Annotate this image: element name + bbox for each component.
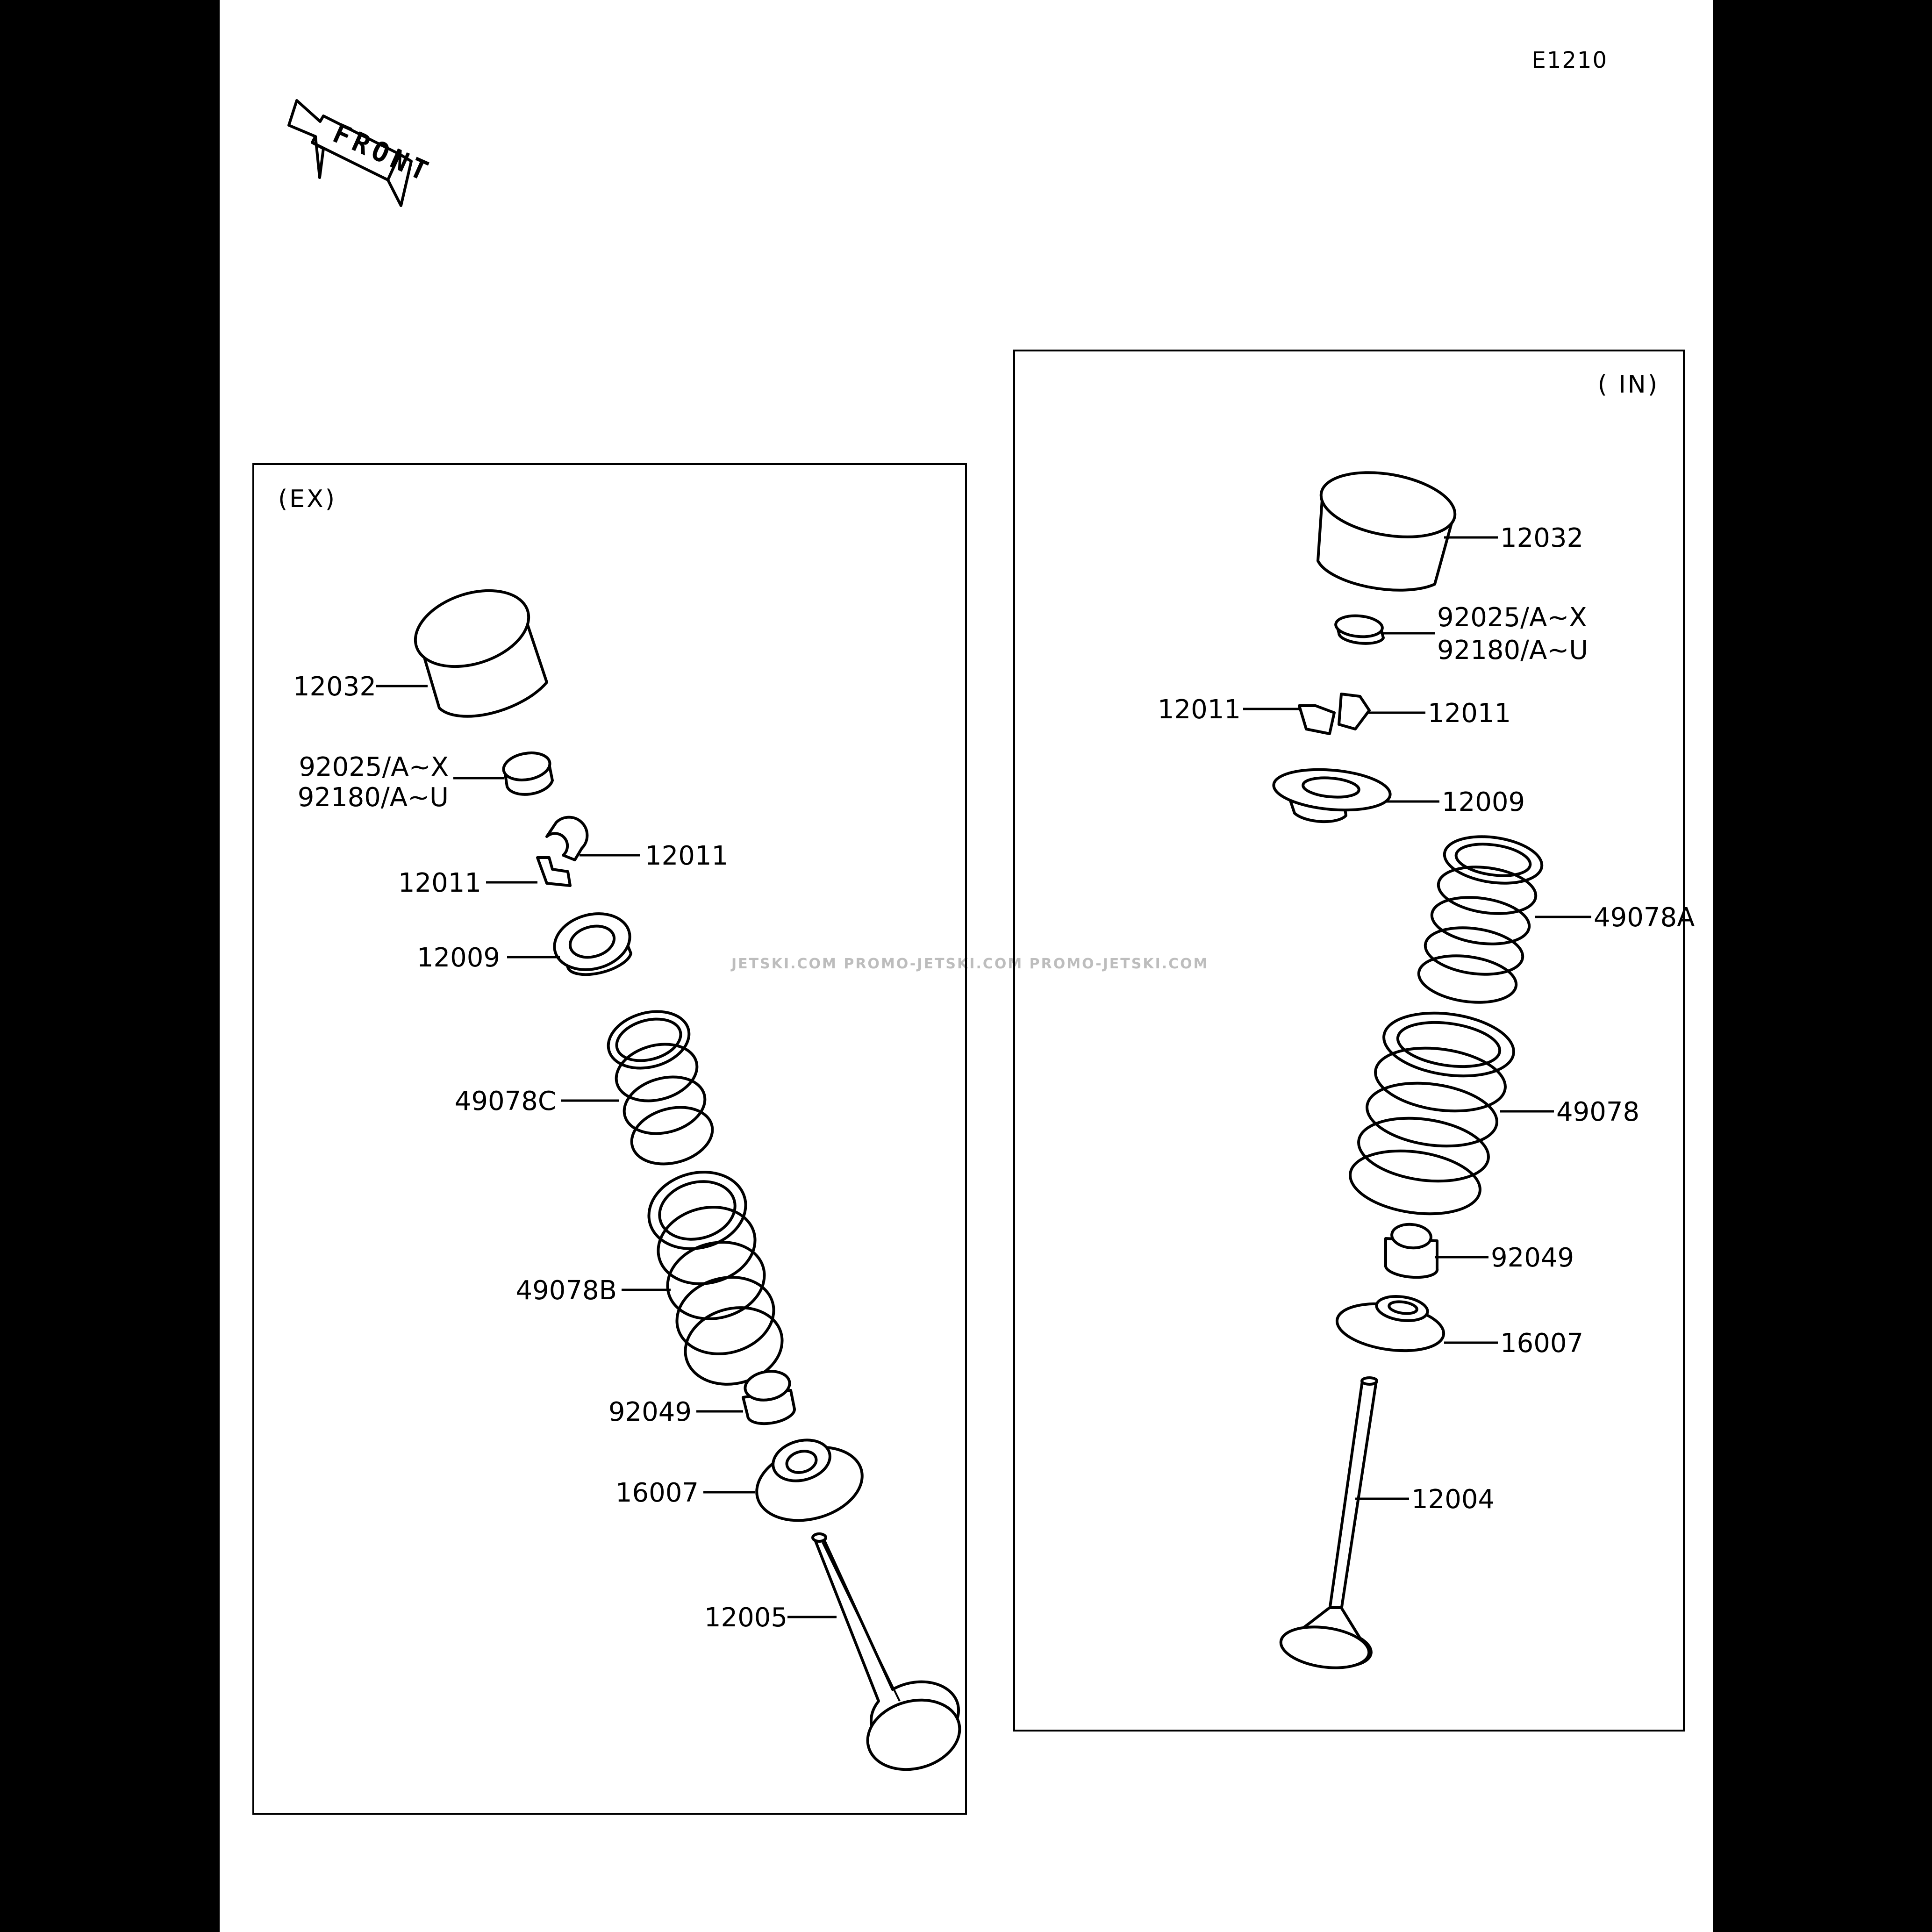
ex-label-spring-inner: 49078C — [454, 1086, 556, 1116]
ex-label-retainer: 12009 — [416, 943, 500, 973]
ex-label-valve: 12005 — [704, 1603, 787, 1633]
ex-label-spring-outer: 49078B — [515, 1275, 617, 1306]
ex-panel-title: (EX) — [278, 485, 337, 513]
ex-stem-seal — [743, 1368, 794, 1424]
ex-retainer — [548, 906, 636, 978]
in-shim — [1335, 614, 1383, 644]
ex-label-spring-seat: 16007 — [615, 1478, 699, 1508]
ex-label-shim-b: 92180/A~U — [297, 782, 449, 813]
in-spring-seat — [1334, 1294, 1446, 1357]
in-label-spring-seat: 16007 — [1500, 1328, 1584, 1359]
diagram-code: E1210 — [1531, 47, 1608, 73]
ex-valve — [813, 1534, 967, 1779]
in-spring-inner — [1416, 831, 1545, 1008]
in-label-spring-inner: 49078A — [1594, 902, 1695, 933]
in-valve — [1278, 1378, 1377, 1673]
ex-label-shim-a: 92025/A~X — [299, 752, 449, 782]
in-label-stem-seal: 92049 — [1491, 1243, 1574, 1273]
ex-spring-outer — [640, 1162, 791, 1395]
ex-shim — [501, 750, 552, 794]
in-cotters — [1299, 694, 1369, 734]
in-label-shim-a: 92025/A~X — [1437, 602, 1587, 633]
front-arrow-icon — [289, 100, 437, 206]
ex-spring-inner — [602, 1003, 719, 1173]
ex-label-cotter-left: 12011 — [398, 868, 481, 898]
in-tappet — [1316, 463, 1460, 590]
in-spring-outer — [1346, 1005, 1517, 1222]
in-retainer — [1272, 765, 1392, 822]
ex-label-stem-seal: 92049 — [608, 1397, 692, 1427]
front-label: FRONT — [328, 117, 437, 189]
in-label-cotter-right: 12011 — [1428, 698, 1511, 729]
in-panel-title: ( IN) — [1597, 371, 1659, 399]
ex-cotters — [537, 817, 587, 886]
parts-diagram-sheet — [220, 0, 1713, 1932]
ex-panel-frame — [253, 464, 966, 1814]
in-label-valve: 12004 — [1411, 1484, 1495, 1515]
ex-label-tappet: 12032 — [293, 672, 376, 702]
in-label-cotter-left: 12011 — [1157, 694, 1241, 725]
in-panel — [1014, 351, 1695, 1731]
ex-tappet — [406, 577, 547, 716]
in-label-spring-outer: 49078 — [1556, 1097, 1640, 1127]
ex-label-cotter-right: 12011 — [645, 841, 729, 871]
in-label-shim-b: 92180/A~U — [1437, 635, 1589, 665]
watermark: JETSKI.COM PROMO-JETSKI.COM PROMO-JETSKI.COM — [731, 956, 1209, 972]
in-stem-seal — [1386, 1223, 1437, 1277]
ex-spring-seat — [749, 1434, 871, 1531]
ex-panel — [253, 464, 967, 1814]
parts-diagram — [220, 0, 1713, 1932]
in-label-retainer: 12009 — [1442, 787, 1525, 817]
in-label-tappet: 12032 — [1500, 523, 1584, 553]
